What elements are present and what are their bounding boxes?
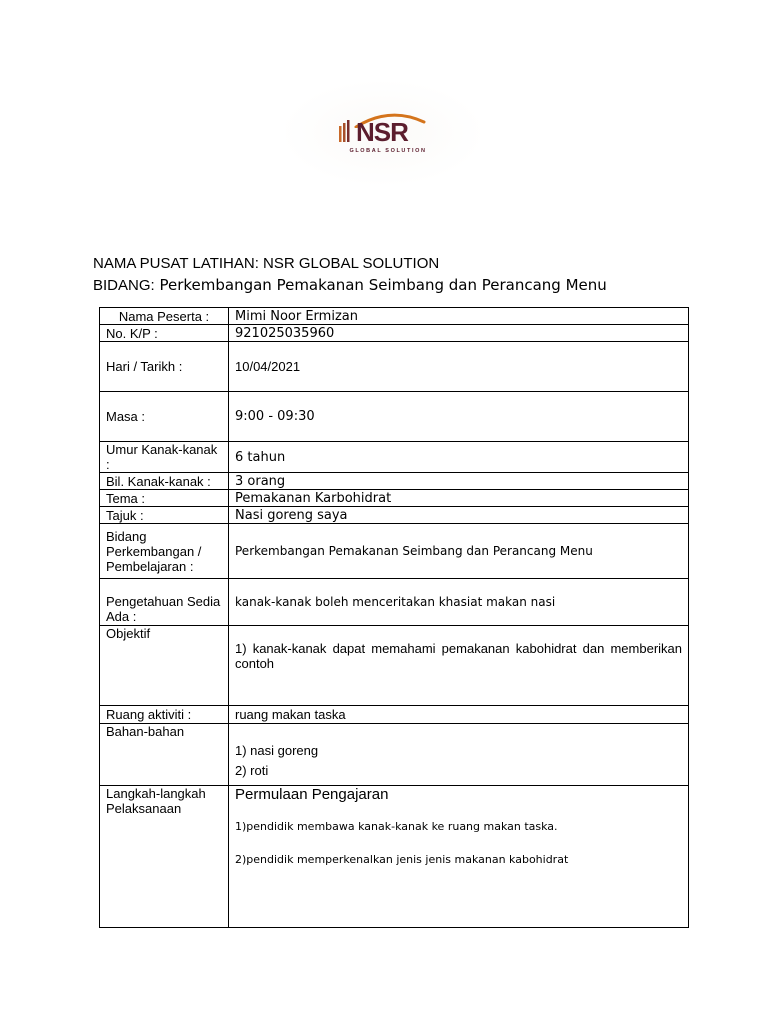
bil-value: 3 orang [229,473,689,490]
umur-label: Umur Kanak-kanak : [100,442,229,473]
ruang-value: ruang makan taska [229,706,689,724]
logo-subtitle: GLOBAL SOLUTION [349,148,427,154]
ruang-label: Ruang aktiviti : [100,706,229,724]
umur-value: 6 tahun [229,442,689,473]
logo-area [286,82,480,184]
table-row [100,706,689,724]
hari-label: Hari / Tarikh : [100,342,229,392]
pengetahuan-label: Pengetahuan Sedia Ada : [100,579,229,626]
table-row [100,342,689,392]
langkah-step: 2)pendidik memperkenalkan jenis jenis makanan kabohidrat [235,853,569,866]
table-row [100,524,689,579]
bahan-list [229,724,689,786]
nsr-logo [338,112,438,160]
bil-label: Bil. Kanak-kanak : [100,473,229,490]
langkah-step: 1)pendidik membawa kanak-kanak ke ruang makan taska. [235,820,558,833]
bidang-label: Bidang Perkembangan / Pembelajaran : [100,524,229,579]
kp-value: 921025035960 [229,325,689,342]
table-row [100,308,689,325]
table-row [100,786,689,928]
table-row [100,579,689,626]
table-row [100,442,689,473]
table-row [100,473,689,490]
tajuk-label: Tajuk : [100,507,229,524]
table-row [100,626,689,706]
field-heading [93,276,607,295]
masa-value: 9:00 - 09:30 [229,392,689,442]
centre-label: NAMA PUSAT LATIHAN: [93,255,259,272]
bahan-label: Bahan-bahan [100,724,229,786]
logo-word: NSR [356,117,408,147]
lesson-plan-table [99,307,689,928]
nama-value: Mimi Noor Ermizan [229,308,689,325]
tema-label: Tema : [100,490,229,507]
table-row [100,392,689,442]
bidang-value: Perkembangan Pemakanan Seimbang dan Perancang Menu [229,524,689,579]
centre-value: NSR GLOBAL SOLUTION [263,255,440,272]
table-row [100,507,689,524]
hari-value: 10/04/2021 [229,342,689,392]
tema-value: Pemakanan Karbohidrat [229,490,689,507]
kp-label: No. K/P : [100,325,229,342]
table-row [100,724,689,786]
field-value: Perkembangan Pemakanan Seimbang dan Perancang Menu [159,276,607,294]
langkah-cell [229,786,689,928]
field-label: BIDANG: [93,277,155,294]
table-row [100,490,689,507]
objektif-label: Objektif [100,626,229,706]
langkah-heading: Permulaan Pengajaran [235,786,389,803]
masa-label: Masa : [100,392,229,442]
pengetahuan-value: kanak-kanak boleh menceritakan khasiat makan nasi [229,579,689,626]
langkah-label: Langkah-langkah Pelaksanaan [100,786,229,928]
objektif-value: 1) kanak-kanak dapat memahami pemakanan kabohidrat dan memberikan contoh [229,626,689,706]
centre-heading [93,255,439,273]
tajuk-value: Nasi goreng saya [229,507,689,524]
bahan-item: 2) roti [235,763,269,778]
nama-label: Nama Peserta : [100,308,229,325]
table-row [100,325,689,342]
bahan-item: 1) nasi goreng [235,743,319,758]
